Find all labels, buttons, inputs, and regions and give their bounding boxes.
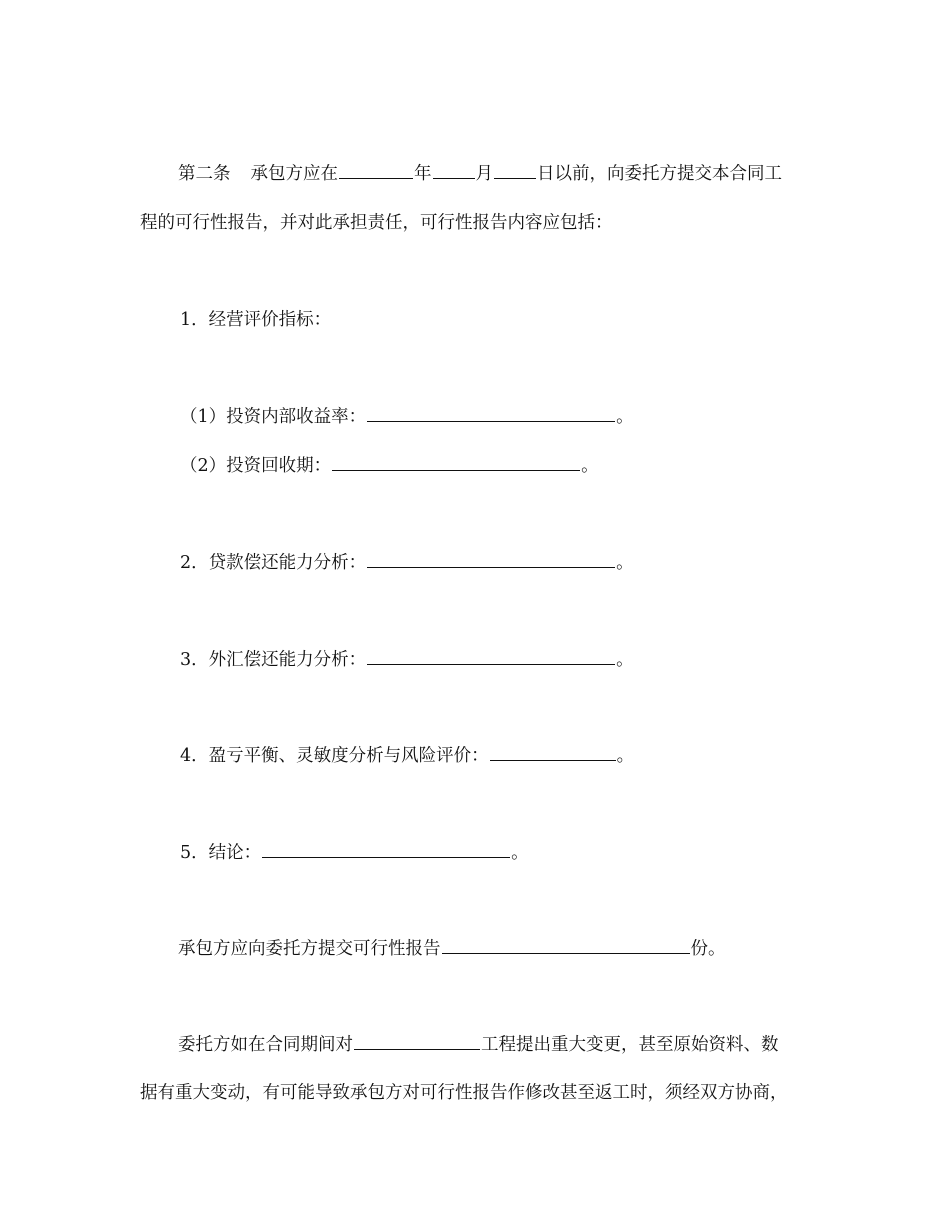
item-4: 4．盈亏平衡、灵敏度分析与风险评价： 。 xyxy=(180,743,634,768)
copies-blank[interactable] xyxy=(442,936,690,954)
article-2-line-1: 第二条 承包方应在 年 月 日以前，向委托方提交本合同工 xyxy=(178,161,782,186)
item-5: 5．结论： 。 xyxy=(180,840,529,865)
irr-blank[interactable] xyxy=(367,404,615,422)
project-blank[interactable] xyxy=(354,1032,480,1050)
changes-line-1: 委托方如在合同期间对 工程提出重大变更，甚至原始资料、数 xyxy=(178,1032,779,1057)
item-1-heading: 1．经营评价指标： xyxy=(180,310,332,330)
month-blank[interactable] xyxy=(433,161,475,179)
forex-analysis-blank[interactable] xyxy=(367,647,615,665)
sub-item-1: （1）投资内部收益率： 。 xyxy=(180,404,634,429)
changes-line-2: 据有重大变动，有可能导致承包方对可行性报告作修改甚至返工时，须经双方协商， xyxy=(140,1083,788,1103)
day-blank[interactable] xyxy=(494,161,536,179)
risk-analysis-blank[interactable] xyxy=(490,743,616,761)
sub-item-2: （2）投资回收期： 。 xyxy=(180,453,599,478)
item-3: 3．外汇偿还能力分析： 。 xyxy=(180,647,634,672)
payback-blank[interactable] xyxy=(332,453,580,471)
item-2: 2．贷款偿还能力分析： 。 xyxy=(180,550,634,575)
loan-analysis-blank[interactable] xyxy=(367,550,615,568)
copies-line: 承包方应向委托方提交可行性报告 份。 xyxy=(178,936,726,961)
article-label: 第二条 xyxy=(178,164,231,184)
article-2-line-2: 程的可行性报告，并对此承担责任，可行性报告内容应包括： xyxy=(140,213,613,233)
conclusion-blank[interactable] xyxy=(262,840,510,858)
year-blank[interactable] xyxy=(339,161,413,179)
